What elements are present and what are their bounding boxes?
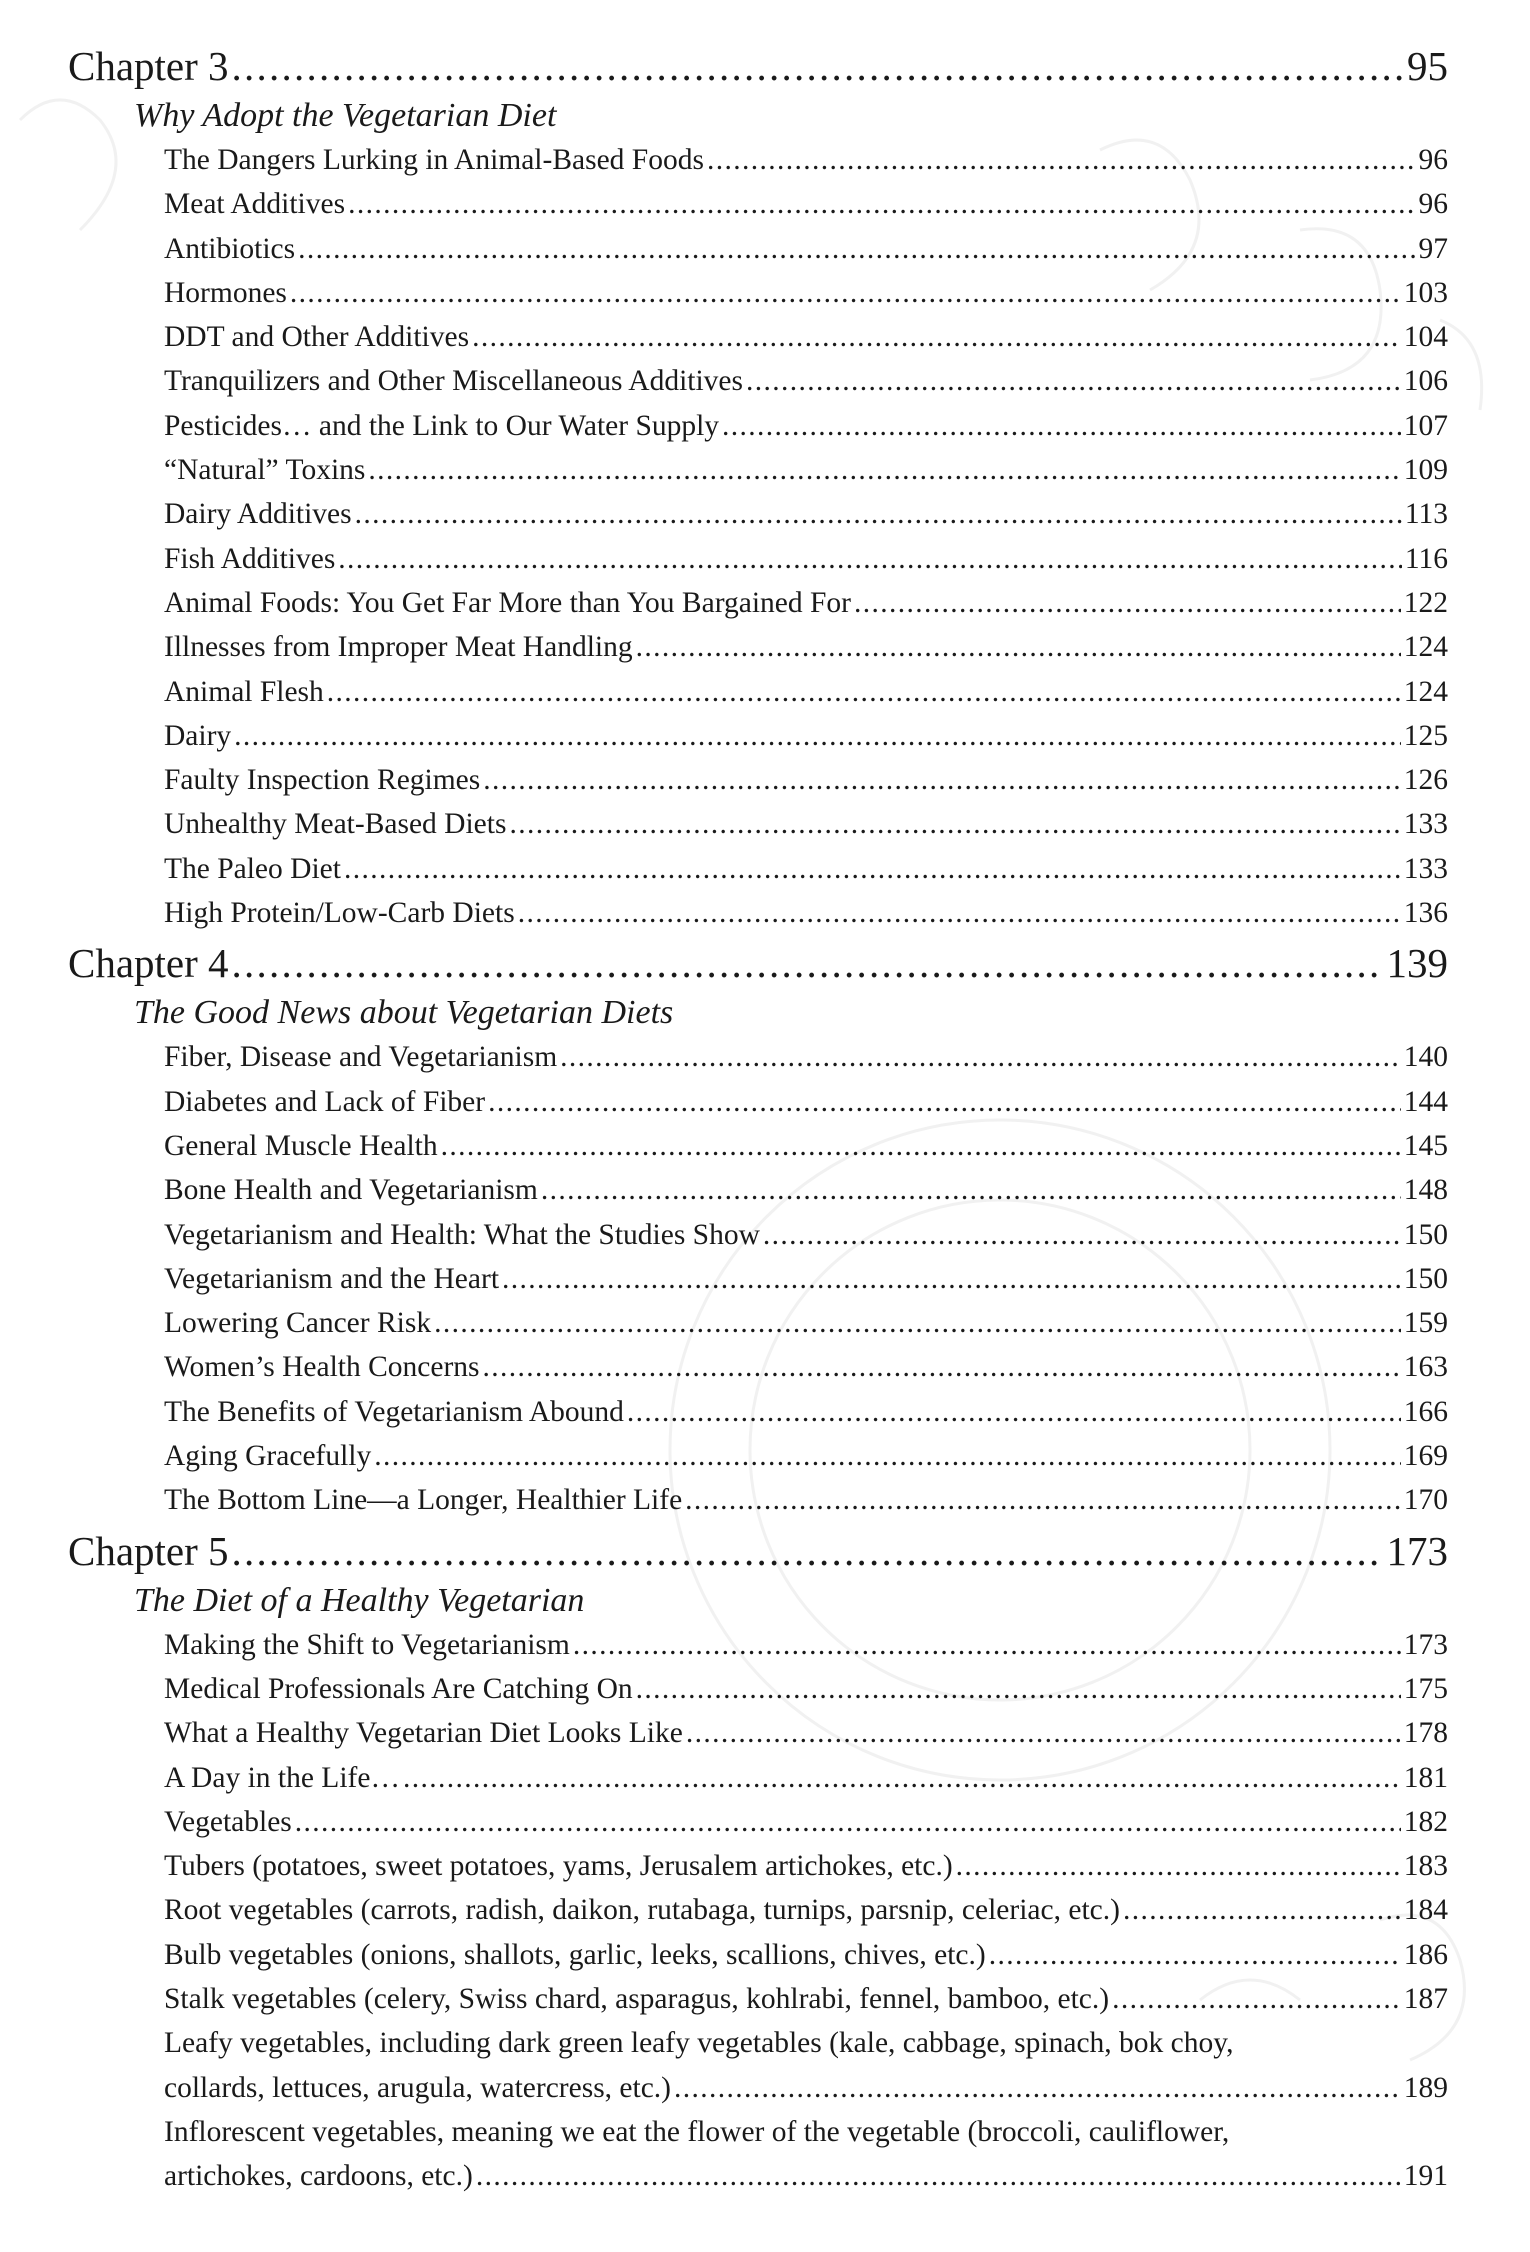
dot-leader (488, 1080, 1401, 1124)
toc-entry[interactable] (68, 1844, 1448, 1888)
dot-leader (483, 758, 1400, 802)
toc-entry[interactable] (68, 625, 1448, 669)
entry-page-number: 107 (1403, 409, 1448, 442)
dot-leader (327, 670, 1401, 714)
dot-leader (476, 2154, 1401, 2198)
entry-page-number: 144 (1403, 1085, 1448, 1118)
chapter-subtitle: The Good News about Vegetarian Diets (134, 994, 674, 1032)
entry-page-number: 186 (1403, 1938, 1448, 1971)
toc-entry[interactable] (68, 1888, 1448, 1932)
entry-page-number: 96 (1418, 144, 1448, 176)
entry-title: Lowering Cancer Risk (164, 1307, 432, 1340)
toc-entry[interactable] (68, 1080, 1448, 1124)
dot-leader (541, 1168, 1401, 1212)
toc-entry-multiline[interactable] (68, 2021, 1448, 2110)
chapter-entries (68, 1623, 1448, 2022)
entry-page-number: 125 (1403, 719, 1448, 752)
entry-title: Hormones (164, 276, 287, 309)
entry-page-number: 122 (1403, 586, 1448, 619)
entry-title: The Bottom Line—a Longer, Healthier Life (164, 1484, 683, 1517)
toc-entry[interactable] (68, 1711, 1448, 1755)
entry-title: What a Healthy Vegetarian Diet Looks Like (164, 1717, 683, 1750)
dot-leader (290, 271, 1401, 315)
entry-page-number: 170 (1403, 1484, 1448, 1517)
entry-title: “Natural” Toxins (164, 454, 366, 487)
dot-leader (298, 227, 1415, 271)
dot-leader (636, 625, 1401, 669)
dot-leader (338, 537, 1402, 581)
entry-page-number: 187 (1403, 1982, 1448, 2015)
entry-title: A Day in the Life… (164, 1761, 400, 1794)
toc-entry[interactable] (68, 404, 1448, 448)
dot-leader (403, 1756, 1401, 1800)
dot-leader (295, 1800, 1401, 1844)
entry-page-number: 183 (1403, 1850, 1448, 1883)
entry-title: The Dangers Lurking in Animal-Based Foods (164, 144, 704, 176)
toc-entry[interactable] (68, 847, 1448, 891)
dot-leader (746, 359, 1401, 403)
dot-leader (232, 1523, 1384, 1579)
toc-entry[interactable] (68, 758, 1448, 802)
entry-title: Pesticides… and the Link to Our Water Supply (164, 409, 720, 442)
entry-page-number: 150 (1403, 1262, 1448, 1295)
entry-title: Bulb vegetables (onions, shallots, garlic, leeks, scallions, chives, etc.) (164, 1938, 986, 1971)
entry-title: Animal Foods: You Get Far More than You Bargained For (164, 586, 851, 619)
entry-page-number: 169 (1403, 1440, 1448, 1473)
entry-title-line2: collards, lettuces, arugula, watercress, etc.) (164, 2071, 672, 2104)
entry-title-line1: Leafy vegetables, including dark green leafy vegetables (kale, cabbage, spinach, bok choy, (164, 2027, 1234, 2060)
entry-title: Tubers (potatoes, sweet potatoes, yams, Jerusalem artichokes, etc.) (164, 1850, 953, 1883)
toc-entry[interactable] (68, 1213, 1448, 1257)
entry-page-number: 96 (1418, 188, 1448, 221)
entry-page-number: 113 (1404, 498, 1448, 531)
dot-leader (560, 1035, 1401, 1079)
entry-title: Diabetes and Lack of Fiber (164, 1085, 486, 1118)
toc-entry[interactable] (68, 1756, 1448, 1800)
entry-title: Fiber, Disease and Vegetarianism (164, 1041, 558, 1074)
toc-entry[interactable] (68, 359, 1448, 403)
entry-page-number: 148 (1403, 1174, 1448, 1207)
chapter-label: Chapter 5 (68, 1527, 229, 1574)
toc-entry[interactable] (68, 802, 1448, 846)
chapter-heading[interactable] (68, 38, 1448, 94)
entry-title: Illnesses from Improper Meat Handling (164, 631, 633, 664)
entry-title: The Benefits of Vegetarianism Abound (164, 1395, 624, 1428)
toc-entry[interactable] (68, 581, 1448, 625)
entry-title: The Paleo Diet (164, 852, 341, 885)
entry-page-number: 166 (1403, 1395, 1448, 1428)
toc-entry[interactable] (68, 1623, 1448, 1667)
entry-page-number: 163 (1403, 1351, 1448, 1384)
chapter-label: Chapter 4 (68, 940, 229, 987)
chapter-label: Chapter 3 (68, 43, 229, 89)
entry-page-number: 145 (1403, 1129, 1448, 1162)
chapter-heading[interactable] (68, 1523, 1448, 1579)
chapter-heading[interactable] (68, 935, 1448, 991)
dot-leader (685, 1478, 1401, 1522)
entry-title: Faulty Inspection Regimes (164, 764, 481, 797)
dot-leader (509, 802, 1400, 846)
entry-title: High Protein/Low-Carb Diets (164, 897, 515, 930)
dot-leader (763, 1213, 1401, 1257)
entry-title: Animal Flesh (164, 675, 324, 708)
dot-leader (368, 448, 1400, 492)
dot-leader (956, 1844, 1401, 1888)
entry-title: Root vegetables (carrots, radish, daikon, rutabaga, turnips, parsnip, celeriac, etc.) (164, 1894, 1120, 1927)
toc-entry[interactable] (68, 315, 1448, 359)
toc-entry[interactable] (68, 1667, 1448, 1711)
entry-page-number: 150 (1403, 1218, 1448, 1251)
entry-title: Antibiotics (164, 232, 296, 265)
chapter-page-number: 139 (1386, 940, 1448, 987)
toc-entry[interactable] (68, 448, 1448, 492)
dot-leader (355, 492, 1402, 536)
entry-title: DDT and Other Additives (164, 321, 470, 354)
entry-title-line2-row (164, 2066, 1448, 2110)
toc-entry[interactable] (68, 1478, 1448, 1522)
entry-title: Dairy Additives (164, 498, 352, 531)
toc-entry[interactable] (68, 1124, 1448, 1168)
dot-leader (434, 1301, 1401, 1345)
entry-title: Women’s Health Concerns (164, 1351, 480, 1384)
chapter-page-number: 173 (1386, 1527, 1448, 1574)
entry-title-line1: Inflorescent vegetables, meaning we eat the flower of the vegetable (broccoli, cauliflower, (164, 2115, 1230, 2148)
dot-leader (627, 1390, 1401, 1434)
chapter-multiline-entries (68, 2021, 1448, 2198)
entry-title: Vegetarianism and Health: What the Studies Show (164, 1218, 760, 1251)
dot-leader (1123, 1888, 1401, 1932)
toc-entry[interactable] (68, 227, 1448, 271)
entry-page-number: 181 (1403, 1761, 1448, 1794)
entry-page-number: 106 (1403, 365, 1448, 398)
entry-title: General Muscle Health (164, 1129, 438, 1162)
dot-leader (232, 935, 1384, 991)
entry-page-number: 133 (1403, 808, 1448, 841)
entry-page-number: 136 (1403, 897, 1448, 930)
entry-page-number: 159 (1403, 1307, 1448, 1340)
dot-leader (989, 1933, 1401, 1977)
chapter-page-number: 95 (1407, 43, 1448, 89)
entry-page-number: 189 (1403, 2071, 1448, 2104)
entry-page-number: 182 (1403, 1805, 1448, 1838)
toc-entry[interactable] (68, 271, 1448, 315)
entry-page-number: 116 (1404, 542, 1448, 575)
entry-title: Fish Additives (164, 542, 336, 575)
entry-page-number: 109 (1403, 454, 1448, 487)
dot-leader (636, 1667, 1401, 1711)
toc-entry[interactable] (68, 670, 1448, 714)
toc-entry-multiline[interactable] (68, 2110, 1448, 2199)
entry-page-number: 140 (1403, 1041, 1448, 1074)
toc-entry[interactable] (68, 1390, 1448, 1434)
entry-page-number: 124 (1403, 631, 1448, 664)
dot-leader (483, 1345, 1401, 1389)
entry-page-number: 126 (1403, 764, 1448, 797)
dot-leader (686, 1711, 1401, 1755)
entry-title: Medical Professionals Are Catching On (164, 1672, 633, 1705)
chapter-entries (68, 1035, 1448, 1522)
dot-leader (344, 847, 1401, 891)
dot-leader (1112, 1977, 1401, 2021)
entry-page-number: 97 (1418, 232, 1448, 265)
toc-entry[interactable] (68, 1345, 1448, 1389)
toc-entry[interactable] (68, 1800, 1448, 1844)
entry-title: Vegetarianism and the Heart (164, 1262, 500, 1295)
dot-leader (518, 891, 1401, 935)
dot-leader (232, 38, 1404, 94)
toc-entry[interactable] (68, 138, 1448, 182)
entry-title: Vegetables (164, 1805, 292, 1838)
table-of-contents (68, 38, 1448, 2198)
dot-leader (854, 581, 1401, 625)
toc-entry[interactable] (68, 492, 1448, 536)
entry-page-number: 184 (1403, 1894, 1448, 1927)
entry-title: Dairy (164, 719, 232, 752)
entry-title-line2-row (164, 2154, 1448, 2198)
chapter-entries (68, 138, 1448, 935)
entry-page-number: 133 (1403, 852, 1448, 885)
entry-page-number: 191 (1403, 2160, 1448, 2193)
entry-title: Making the Shift to Vegetarianism (164, 1628, 570, 1661)
toc-entry[interactable] (68, 891, 1448, 935)
chapter-subtitle: Why Adopt the Vegetarian Diet (134, 97, 557, 134)
chapter-subtitle: The Diet of a Healthy Vegetarian (134, 1581, 585, 1619)
dot-leader (502, 1257, 1401, 1301)
entry-page-number: 175 (1403, 1672, 1448, 1705)
toc-entry[interactable] (68, 1933, 1448, 1977)
toc-entry[interactable] (68, 714, 1448, 758)
dot-leader (348, 182, 1415, 226)
entry-page-number: 103 (1403, 276, 1448, 309)
entry-title: Bone Health and Vegetarianism (164, 1174, 538, 1207)
dot-leader (374, 1434, 1401, 1478)
dot-leader (573, 1623, 1401, 1667)
toc-entry[interactable] (68, 537, 1448, 581)
toc-entry[interactable] (68, 1035, 1448, 1079)
entry-title: Stalk vegetables (celery, Swiss chard, asparagus, kohlrabi, fennel, bamboo, etc.) (164, 1982, 1110, 2015)
dot-leader (722, 404, 1401, 448)
toc-entry[interactable] (68, 1301, 1448, 1345)
entry-page-number: 173 (1403, 1628, 1448, 1661)
dot-leader (707, 138, 1416, 182)
toc-entry[interactable] (68, 1977, 1448, 2021)
dot-leader (674, 2066, 1401, 2110)
entry-page-number: 104 (1403, 321, 1448, 354)
toc-entry[interactable] (68, 1168, 1448, 1212)
dot-leader (472, 315, 1401, 359)
toc-entry[interactable] (68, 182, 1448, 226)
dot-leader (441, 1124, 1401, 1168)
entry-title: Unhealthy Meat-Based Diets (164, 808, 507, 841)
entry-page-number: 178 (1403, 1717, 1448, 1750)
toc-entry[interactable] (68, 1257, 1448, 1301)
entry-title-line2: artichokes, cardoons, etc.) (164, 2160, 473, 2193)
entry-title: Aging Gracefully (164, 1440, 372, 1473)
entry-page-number: 124 (1403, 675, 1448, 708)
entry-title: Meat Additives (164, 188, 346, 221)
toc-entry[interactable] (68, 1434, 1448, 1478)
dot-leader (234, 714, 1401, 758)
entry-title: Tranquilizers and Other Miscellaneous Additives (164, 365, 743, 398)
